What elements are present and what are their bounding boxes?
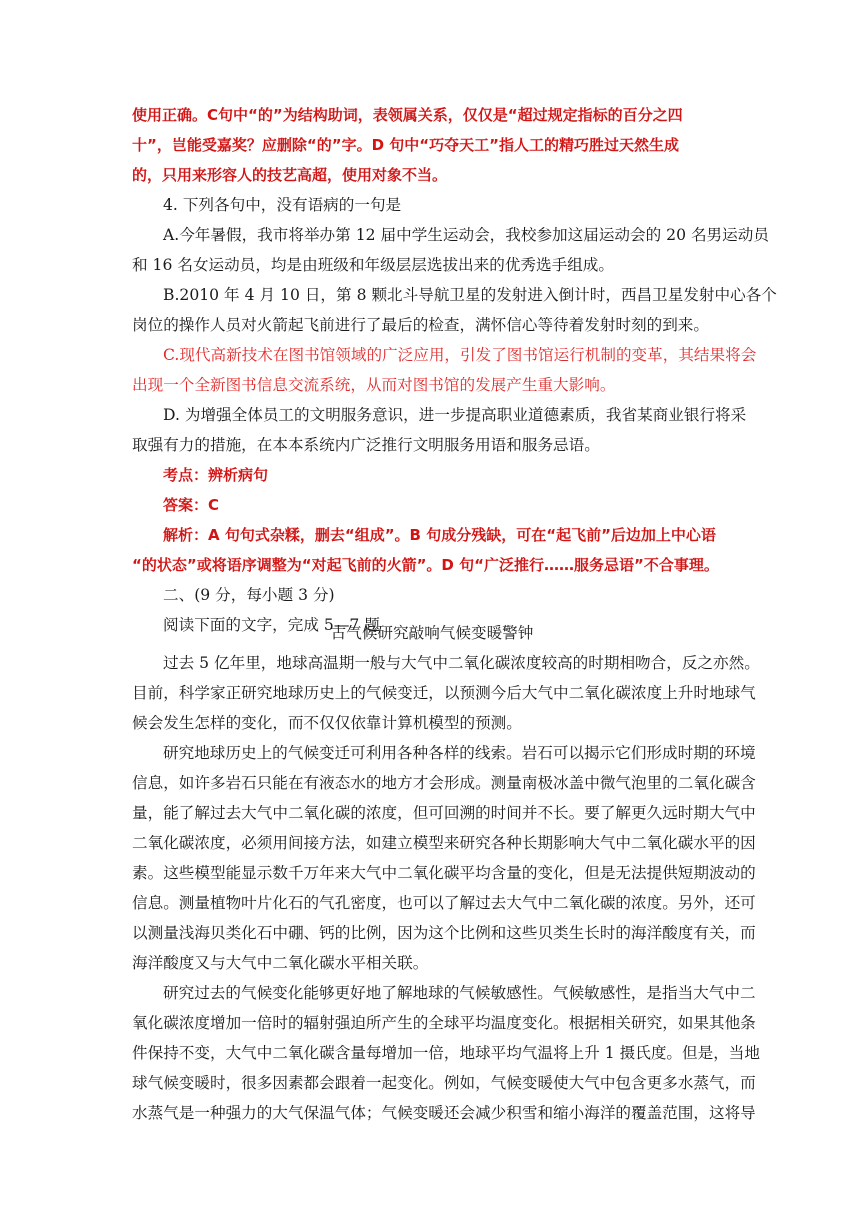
paragraph-line: 量，能了解过去大气中二氧化碳的浓度，但可回溯的时间并不长。要了解更久远时期大气中 <box>132 804 756 822</box>
option-b: 岗位的操作人员对火箭起飞前进行了最后的检查，满怀信心等待着发射时刻的到来。 <box>132 316 709 334</box>
top-analysis <box>132 100 732 190</box>
paragraph-line: 过去 5 亿年里，地球高温期一般与大气中二氧化碳浓度较高的时期相吻合，反之亦然。 <box>163 654 760 672</box>
section-instruction: 阅读下面的文字，完成 5—7 题 <box>163 616 380 634</box>
paragraph-line: 海洋酸度又与大气中二氧化碳水平相关联。 <box>132 954 429 972</box>
analysis-line: 十”，岂能受嘉奖？应删除“的”字。D 句中“巧夺天工”指人工的精巧胜过天然生成 <box>132 136 679 154</box>
option-a: A.今年暑假，我市将举办第 12 届中学生运动会，我校参加这届运动会的 20 名男运动员 <box>163 226 769 244</box>
paragraph-line: 候会发生怎样的变化，而不仅仅依靠计算机模型的预测。 <box>132 714 522 732</box>
option-a: 和 16 名女运动员，均是由班级和年级层层选拔出来的优秀选手组成。 <box>132 256 614 274</box>
option-c: 出现一个全新图书信息交流系统，从而对图书馆的发展产生重大影响。 <box>132 376 616 394</box>
question-stem: 4. 下列各句中，没有语病的一句是 <box>163 196 402 214</box>
article-body <box>132 648 760 1128</box>
paragraph-line: 以测量浅海贝类化石中硼、钙的比例，因为这个比例和这些贝类生长时的海洋酸度有关，而 <box>132 924 756 942</box>
paragraph-line: 素。这些模型能显示数千万年来大气中二氧化碳平均含量的变化，但是无法提供短期波动的 <box>132 864 756 882</box>
analysis-line: 的，只用来形容人的技艺高超，使用对象不当。 <box>132 166 448 184</box>
paragraph-line: 研究过去的气候变化能够更好地了解地球的气候敏感性。气候敏感性，是指当大气中二 <box>163 984 756 1002</box>
analysis: 解析：A 句句式杂糅，删去“组成”。B 句成分残缺，可在“起飞前”后边加上中心语 <box>163 526 716 544</box>
answer: 答案：C <box>163 496 220 514</box>
paragraph-line: 信息，如许多岩石只能在有液态水的地方才会形成。测量南极冰盖中微气泡里的二氧化碳含 <box>132 774 756 792</box>
paragraph-line: 目前，科学家正研究地球历史上的气候变迁，以预测今后大气中二氧化碳浓度上升时地球气 <box>132 684 756 702</box>
section-header: 二、(9 分，每小题 3 分) <box>163 586 335 604</box>
paragraph-line: 二氧化碳浓度，必须用间接方法，如建立模型来研究各种长期影响大气中二氧化碳水平的因 <box>132 834 756 852</box>
paragraph-line: 氧化碳浓度增加一倍时的辐射强迫所产生的全球平均温度变化。根据相关研究，如果其他条 <box>132 1014 756 1032</box>
kaodian: 考点：辨析病句 <box>163 466 269 484</box>
paragraph-line: 研究地球历史上的气候变迁可利用各种各样的线索。岩石可以揭示它们形成时期的环境 <box>163 744 756 762</box>
question-4 <box>132 190 777 640</box>
paragraph-line: 件保持不变，大气中二氧化碳含量每增加一倍，地球平均气温将上升 1 摄氏度。但是，当地 <box>132 1044 760 1062</box>
option-d: D. 为增强全体员工的文明服务意识，进一步提高职业道德素质，我省某商业银行将采 <box>163 406 747 424</box>
paragraph-line: 信息。测量植物叶片化石的气孔密度，也可以了解过去大气中二氧化碳的浓度。另外，还可 <box>132 894 756 912</box>
paragraph-line: 水蒸气是一种强力的大气保温气体；气候变暖还会减少积雪和缩小海洋的覆盖范围，这将导 <box>132 1104 756 1122</box>
analysis: “的状态”或将语序调整为“对起飞前的火箭”。D 句“广泛推行……服务忌语”不合事理。 <box>132 556 719 574</box>
option-d: 取强有力的措施，在本本系统内广泛推行文明服务用语和服务忌语。 <box>132 436 600 454</box>
option-c: C.现代高新技术在图书馆领域的广泛应用，引发了图书馆运行机制的变革，其结果将会 <box>163 346 757 364</box>
option-b: B.2010 年 4 月 10 日，第 8 颗北斗导航卫星的发射进入倒计时，西昌卫星发射中心各个 <box>163 286 777 304</box>
paragraph-line: 球气候变暖时，很多因素都会跟着一起变化。例如，气候变暖使大气中包含更多水蒸气，而 <box>132 1074 756 1092</box>
article-title: 古气候研究敲响气候变暖警钟 <box>330 624 534 642</box>
analysis-line: 使用正确。C句中“的”为结构助词，表领属关系，仅仅是“超过规定指标的百分之四 <box>132 106 683 124</box>
